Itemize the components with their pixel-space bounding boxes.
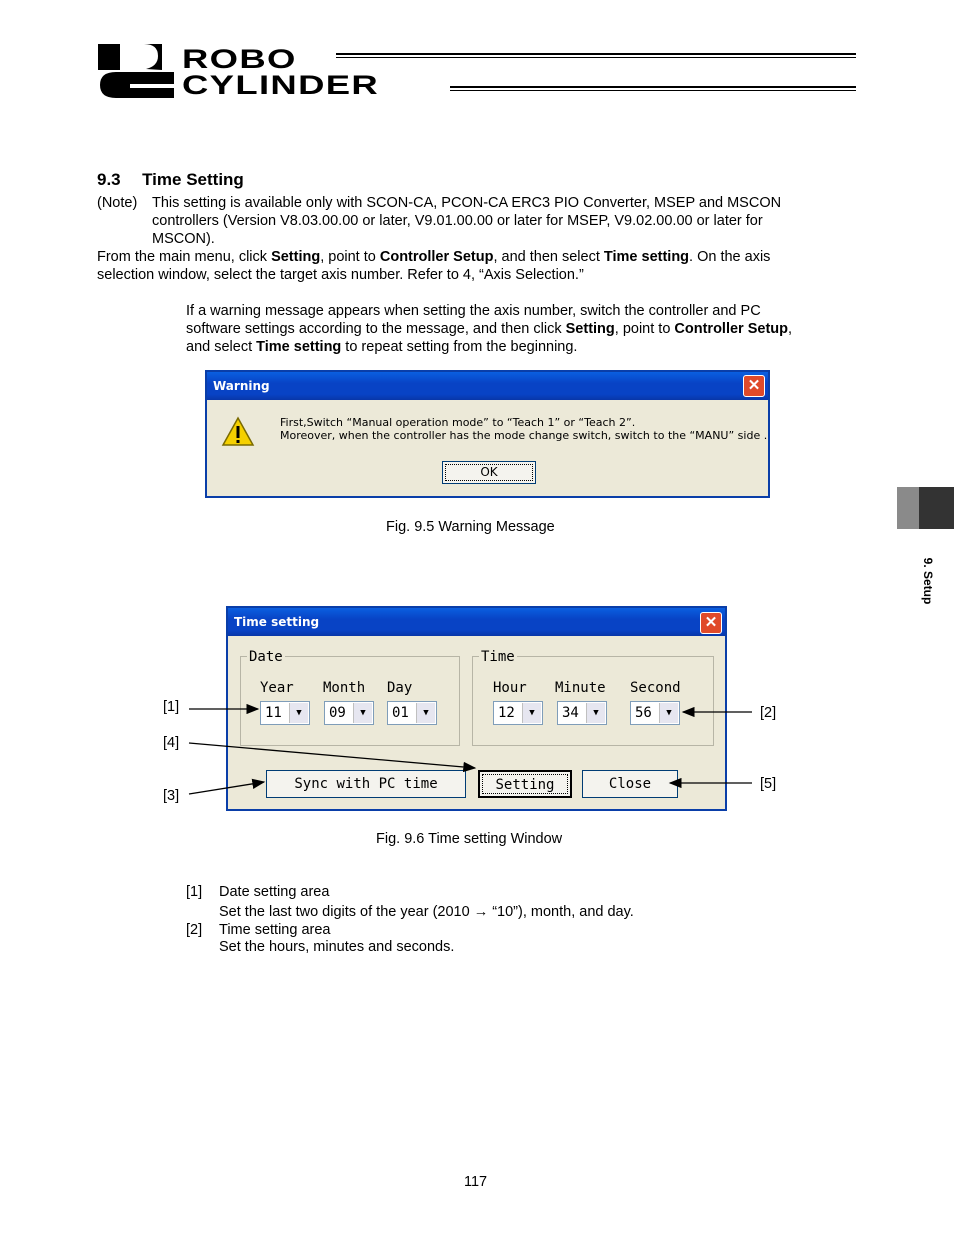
day-value: 01 <box>392 705 409 721</box>
intro-bold-controller-setup: Controller Setup <box>379 249 494 265</box>
logo-line-2: CYLINDER <box>182 70 380 100</box>
month-label: Month <box>323 680 366 696</box>
note-label: (Note) <box>97 195 138 211</box>
callout-label-2: [2] <box>760 705 777 721</box>
intro-text: . On the axis <box>689 249 771 265</box>
warning-para-line-1: If a warning message appears when setting the axis number, switch the controller and PC <box>186 303 761 319</box>
date-group-label: Date <box>249 649 283 665</box>
item-2-number: [2] <box>186 922 203 938</box>
item-2-description: Set the hours, minutes and seconds. <box>219 939 455 955</box>
second-label: Second <box>630 680 681 696</box>
minute-value: 34 <box>562 705 579 721</box>
chevron-down-icon[interactable]: ▼ <box>586 703 605 723</box>
time-group-label: Time <box>481 649 515 665</box>
sync-with-pc-time-button[interactable]: Sync with PC time <box>266 770 466 798</box>
warning-close-button[interactable]: ✕ <box>743 375 765 397</box>
callout-label-4: [4] <box>163 735 180 751</box>
intro-line-2: selection window, select the target axis number. Refer to 4, “Axis Selection.” <box>97 267 584 283</box>
intro-bold-time-setting: Time setting <box>603 249 690 265</box>
chevron-down-icon[interactable]: ▼ <box>416 703 435 723</box>
intro-text: , point to <box>320 249 380 265</box>
item-1-description: Set the last two digits of the year (2010 → “10”), month, and day. <box>219 904 634 920</box>
section-title: Time Setting <box>142 170 244 189</box>
warning-para-text: , point to <box>614 321 675 337</box>
year-value: 11 <box>265 705 282 721</box>
figure-caption-9-5: Fig. 9.5 Warning Message <box>386 519 555 535</box>
item-2-title: Time setting area <box>219 922 331 938</box>
callout-label-5: [5] <box>760 776 777 792</box>
intro-text: From the main menu, click <box>97 249 272 265</box>
warning-message-line-1: First,Switch “Manual operation mode” to “Teach 1” or “Teach 2”. <box>280 416 636 429</box>
callout-label-1: [1] <box>163 699 180 715</box>
close-button[interactable]: Close <box>582 770 678 798</box>
hour-value: 12 <box>498 705 515 721</box>
callout-arrow-4 <box>189 743 475 768</box>
logo-line-1: ROBO <box>182 44 297 74</box>
item-1-title: Date setting area <box>219 884 330 900</box>
second-value: 56 <box>635 705 652 721</box>
time-setting-title: Time setting <box>234 615 320 629</box>
warning-para-bold: Controller Setup <box>674 321 789 337</box>
note-line-2: controllers (Version V8.03.00.00 or later, V9.01.00.00 or later for MSEP, V9.02.00.00 or later for <box>152 213 763 229</box>
callout-label-3: [3] <box>163 788 180 804</box>
item-1-number: [1] <box>186 884 203 900</box>
figure-caption-9-6: Fig. 9.6 Time setting Window <box>376 831 563 847</box>
minute-label: Minute <box>555 680 606 696</box>
chevron-down-icon[interactable]: ▼ <box>289 703 308 723</box>
note-line-3: MSCON). <box>152 231 215 247</box>
page-number: 117 <box>464 1174 488 1190</box>
side-tab-label: 9. Setup <box>921 557 935 605</box>
year-label: Year <box>260 680 294 696</box>
warning-message-line-2: Moreover, when the controller has the mode change switch, switch to the “MANU” side . <box>280 429 768 442</box>
section-number: 9.3 <box>97 170 121 189</box>
intro-text: , and then select <box>493 249 604 265</box>
time-setting-close-icon-button[interactable]: ✕ <box>700 612 722 634</box>
warning-para-text: software settings according to the message, and then click <box>186 321 566 337</box>
warning-para-bold: Setting <box>565 321 615 337</box>
ok-button[interactable]: OK <box>442 461 536 484</box>
warning-para-text: and select <box>186 339 257 355</box>
warning-title: Warning <box>213 379 270 393</box>
chevron-down-icon[interactable]: ▼ <box>659 703 678 723</box>
hour-label: Hour <box>493 680 527 696</box>
month-value: 09 <box>329 705 346 721</box>
callout-arrow-3 <box>189 782 264 794</box>
chevron-down-icon[interactable]: ▼ <box>522 703 541 723</box>
day-label: Day <box>387 680 413 696</box>
intro-bold-setting: Setting <box>271 249 321 265</box>
setting-button[interactable]: Setting <box>478 770 572 798</box>
note-line-1: This setting is available only with SCON-CA, PCON-CA ERC3 PIO Converter, MSEP and MSCON <box>152 195 782 211</box>
chevron-down-icon[interactable]: ▼ <box>353 703 372 723</box>
warning-para-bold: Time setting <box>256 339 342 355</box>
warning-para-text: , <box>788 321 793 337</box>
warning-para-text: to repeat setting from the beginning. <box>341 339 578 355</box>
